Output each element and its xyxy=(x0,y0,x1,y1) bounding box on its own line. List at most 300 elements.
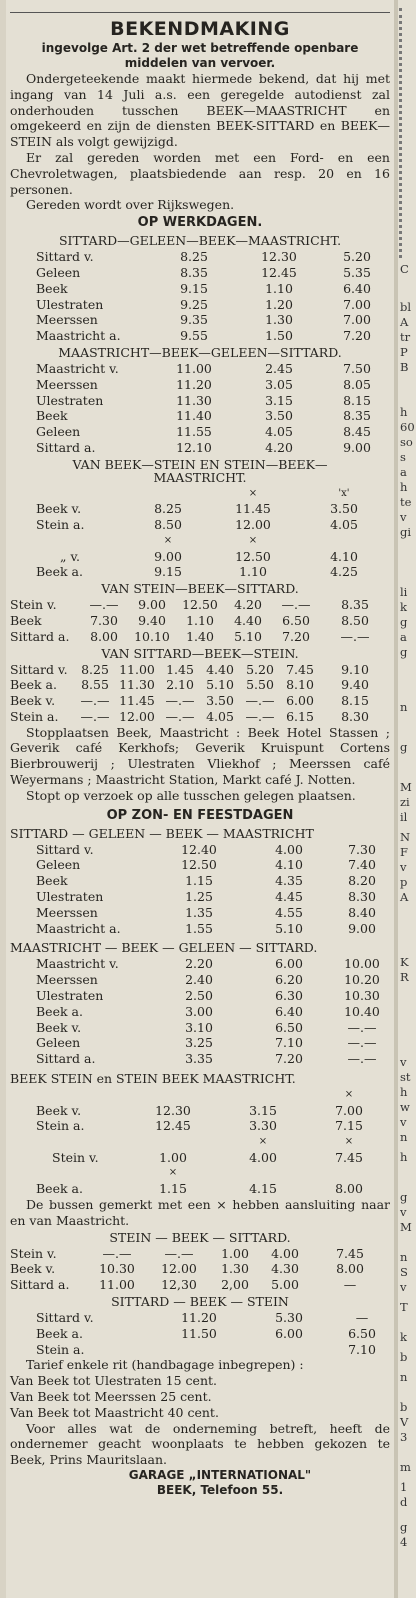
time-cell: 4.30 xyxy=(271,1261,299,1277)
station-cell: Ulestraten xyxy=(36,889,104,905)
time-cell: —.— xyxy=(89,597,119,613)
table-row xyxy=(10,312,390,328)
column-fragment-text: h xyxy=(400,1085,408,1099)
time-cell: 5.20 xyxy=(343,249,371,265)
table-row xyxy=(10,549,390,565)
time-cell: 1.10 xyxy=(265,280,293,296)
route-title: VAN SITTARD—BEEK—STEIN. xyxy=(101,645,299,661)
station-cell: Meerssen xyxy=(36,376,98,392)
station-cell: Stein v. xyxy=(10,1245,57,1261)
time-cell: 8.30 xyxy=(341,708,369,724)
column-fragment-text: h xyxy=(400,1150,408,1164)
station-cell: Maastricht a. xyxy=(36,328,121,344)
time-cell: —.— xyxy=(347,1051,377,1067)
station-cell: Sittard v. xyxy=(36,249,94,265)
time-cell: 11.20 xyxy=(176,376,212,392)
station-cell: Meerssen xyxy=(36,312,98,328)
time-cell: 1.00 xyxy=(221,1245,249,1261)
route-title: MAASTRICHT — BEEK — GELEEN — SITTARD. xyxy=(10,940,318,956)
table-row xyxy=(10,1310,390,1326)
timetable-zon-2 xyxy=(10,956,390,1067)
announcement-column xyxy=(10,0,390,1598)
time-cell: 7.30 xyxy=(90,612,118,628)
transfer-marks-row xyxy=(10,1087,390,1103)
transfer-mark: × xyxy=(344,1088,354,1100)
table-row xyxy=(10,677,390,693)
timetable-werk-3 xyxy=(10,486,390,580)
column-fragment-text: st xyxy=(400,1070,411,1084)
table-row xyxy=(10,972,390,988)
column-fragment-text: b xyxy=(400,1350,408,1364)
column-fragment-text: g xyxy=(400,1190,408,1204)
time-cell: 11.40 xyxy=(176,408,212,424)
column-fragment-text: v xyxy=(400,1205,407,1219)
time-cell: 6.00 xyxy=(275,1325,303,1341)
time-cell: —.— xyxy=(281,597,311,613)
intro-paragraph-1: Ondergeteekende maakt hiermede bekend, dat hij met ingang van 14 Juli a.s. een geregelde autodienst zal onderhouden tusschen BEEK—MAASTRICHT en omgekeerd en zijn de diensten BEEK-SITTARD en BEEK—STEIN als volgt gewijzigd. xyxy=(10,71,390,150)
time-cell: 3.15 xyxy=(265,392,293,408)
table-row xyxy=(10,857,390,873)
station-cell: Beek xyxy=(10,612,42,628)
time-cell: —.— xyxy=(165,708,195,724)
time-cell: 5.50 xyxy=(246,677,274,693)
column-fragment-text: k xyxy=(400,1330,407,1344)
stops-on-request: Stopt op verzoek op alle tusschen gelegen plaatsen. xyxy=(26,787,356,803)
station-cell: Beek v. xyxy=(10,1261,56,1277)
time-cell: 4.25 xyxy=(330,564,358,580)
time-cell: 3.05 xyxy=(265,376,293,392)
station-cell: Sittard a. xyxy=(10,628,70,644)
time-cell: 10.30 xyxy=(344,988,380,1004)
station-cell: Sittard a. xyxy=(36,439,96,455)
time-cell: 6.30 xyxy=(275,988,303,1004)
column-fragment-text: 1 xyxy=(400,1480,408,1494)
station-cell: Geleen xyxy=(36,424,81,440)
time-cell: 1.10 xyxy=(186,612,214,628)
time-cell: 2,00 xyxy=(221,1277,249,1293)
column-fragment-text: zi xyxy=(400,795,410,809)
table-row xyxy=(10,1103,390,1119)
transfer-marks-row xyxy=(10,486,390,502)
station-cell: Sittard v. xyxy=(10,661,68,677)
transfer-mark: × xyxy=(163,534,173,546)
table-row xyxy=(10,597,390,613)
table-row xyxy=(10,842,390,858)
station-cell: Beek v. xyxy=(36,501,82,517)
signature-address: BEEK, Telefoon 55. xyxy=(156,1482,284,1497)
time-cell: 5.35 xyxy=(343,264,371,280)
time-cell: 9.00 xyxy=(348,920,376,936)
top-rule xyxy=(10,0,390,13)
subtitle-line-2: middelen van vervoer. xyxy=(124,56,276,70)
time-cell: 5.20 xyxy=(246,661,274,677)
time-cell: 3.00 xyxy=(185,1003,213,1019)
column-fragment-text: k xyxy=(400,600,407,614)
page-title: BEKENDMAKING xyxy=(110,18,290,40)
route-title: SITTARD — GELEEN — BEEK — MAASTRICHT xyxy=(10,825,314,841)
transfer-mark: × xyxy=(248,487,258,499)
column-fragment-text: S xyxy=(400,1265,408,1279)
table-row xyxy=(10,709,390,725)
station-cell: Stein a. xyxy=(36,1341,85,1357)
station-cell: Beek a. xyxy=(36,1325,83,1341)
table-row xyxy=(10,662,390,678)
section-heading-werkdagen: OP WERKDAGEN. xyxy=(137,215,263,231)
time-cell: 8.25 xyxy=(180,249,208,265)
timetable-werk-4 xyxy=(10,597,390,644)
station-cell: Sittard v. xyxy=(36,1309,94,1325)
time-cell: 11.45 xyxy=(119,693,155,709)
table-row xyxy=(10,297,390,313)
time-cell: 3.50 xyxy=(330,501,358,517)
transfer-mark: × xyxy=(344,1136,354,1148)
column-fragment-text: v xyxy=(400,1115,407,1129)
time-cell: 9.10 xyxy=(341,661,369,677)
time-cell: 1.15 xyxy=(185,873,213,889)
column-fragment-text: g xyxy=(400,645,408,659)
time-cell: 8.10 xyxy=(286,677,314,693)
time-cell: 6.15 xyxy=(286,708,314,724)
time-cell: 1.45 xyxy=(166,661,194,677)
time-cell: 7.00 xyxy=(343,312,371,328)
time-cell: 2.20 xyxy=(185,956,213,972)
time-cell: 11.55 xyxy=(176,424,212,440)
timetable-werk-2 xyxy=(10,361,390,456)
station-cell: Meerssen xyxy=(36,904,98,920)
station-cell: Stein v. xyxy=(52,1149,99,1165)
table-row xyxy=(10,1051,390,1067)
route-title: SITTARD — BEEK — STEIN xyxy=(111,1293,289,1309)
table-row xyxy=(10,1181,390,1197)
route-title: SITTARD—GELEEN—BEEK—MAASTRICHT. xyxy=(58,233,342,249)
time-cell: 9.40 xyxy=(138,612,166,628)
table-row xyxy=(10,1035,390,1051)
time-cell: 11.00 xyxy=(99,1277,135,1293)
station-cell: Beek v. xyxy=(36,1019,82,1035)
column-fragment-text: 4 xyxy=(400,1535,408,1549)
time-cell: 12.50 xyxy=(235,548,271,564)
time-cell: 10.20 xyxy=(344,972,380,988)
table-row xyxy=(10,629,390,645)
time-cell: 4.00 xyxy=(275,841,303,857)
time-cell: 8.00 xyxy=(90,628,118,644)
time-cell: 12.00 xyxy=(235,517,271,533)
time-cell: 7.30 xyxy=(348,841,376,857)
column-fragment-text: P xyxy=(400,345,408,359)
column-fragment-text: n xyxy=(400,1370,408,1384)
station-cell: Beek a. xyxy=(36,564,83,580)
time-cell: —.— xyxy=(340,628,370,644)
station-cell: Beek xyxy=(36,873,68,889)
table-row xyxy=(10,921,390,937)
time-cell: 3.50 xyxy=(265,408,293,424)
column-fragment-text: h xyxy=(400,405,408,419)
page-edge-left xyxy=(0,0,6,1598)
column-fragment-text: V xyxy=(400,1415,409,1429)
time-cell: 8.05 xyxy=(343,376,371,392)
station-cell: Beek a. xyxy=(10,677,57,693)
column-fragment-text: A xyxy=(400,890,409,904)
timetable-werk-5 xyxy=(10,662,390,725)
time-cell: 6.40 xyxy=(275,1003,303,1019)
transfer-mark: × xyxy=(258,1136,268,1148)
column-fragment-text: B xyxy=(400,360,409,374)
time-cell: 7.45 xyxy=(336,1245,364,1261)
column-fragment-text: g xyxy=(400,615,408,629)
table-row xyxy=(10,377,390,393)
column-fragment-text: v xyxy=(400,510,407,524)
route-title: BEEK STEIN en STEIN BEEK MAASTRICHT. xyxy=(10,1071,296,1087)
column-fragment-text: A xyxy=(400,315,409,329)
column-fragment-text: C xyxy=(400,262,409,276)
time-cell: 8.25 xyxy=(154,501,182,517)
column-fragment-text: R xyxy=(400,970,409,984)
time-cell: 5.00 xyxy=(271,1277,299,1293)
station-cell: Beek v. xyxy=(10,693,56,709)
time-cell: 1.35 xyxy=(185,904,213,920)
intro-paragraph-2: Er zal gereden worden met een Ford- en een Chevroletwagen, plaatsbiedende aan resp. 20 en 16 personen. xyxy=(10,149,390,197)
station-cell: Beek v. xyxy=(36,1102,82,1118)
time-cell: 10.30 xyxy=(99,1261,135,1277)
time-cell: —.— xyxy=(102,1245,132,1261)
table-row xyxy=(10,1020,390,1036)
time-cell: 8.20 xyxy=(348,873,376,889)
column-fragment-text: M xyxy=(400,780,412,794)
column-fragment-text: n xyxy=(400,1130,408,1144)
time-cell: 9.15 xyxy=(180,280,208,296)
transfer-note: De bussen gemerkt met een × hebben aansluiting naar en van Maastricht. xyxy=(10,1197,390,1228)
time-cell: 4.05 xyxy=(330,517,358,533)
column-fragment-text: tr xyxy=(400,330,411,344)
time-cell: 4.45 xyxy=(275,889,303,905)
time-cell: 12.30 xyxy=(261,249,297,265)
time-cell: 10.00 xyxy=(344,956,380,972)
tariff-heading: Tarief enkele rit (handbagage inbegrepen) : xyxy=(26,1357,304,1373)
route-title: VAN BEEK—STEIN EN STEIN—BEEK— xyxy=(72,456,328,472)
station-cell: Geleen xyxy=(36,264,81,280)
table-row xyxy=(10,517,390,533)
time-cell: 2.45 xyxy=(265,360,293,376)
table-row xyxy=(10,1118,390,1134)
station-cell: Sittard v. xyxy=(36,841,94,857)
station-cell: Ulestraten xyxy=(36,988,104,1004)
station-cell: Beek xyxy=(36,280,68,296)
time-cell: 11.00 xyxy=(119,661,155,677)
column-fragment-text: b xyxy=(400,1400,408,1414)
column-fragment-text: 3 xyxy=(400,1430,408,1444)
time-cell: 5.30 xyxy=(275,1309,303,1325)
time-cell: 1.30 xyxy=(221,1261,249,1277)
table-row xyxy=(10,988,390,1004)
column-fragment-text: v xyxy=(400,1280,407,1294)
table-row xyxy=(10,1150,390,1166)
time-cell: 4.05 xyxy=(265,424,293,440)
time-cell: 12.50 xyxy=(181,857,217,873)
table-row xyxy=(10,1246,390,1262)
time-cell: 4.00 xyxy=(271,1245,299,1261)
time-cell: 4.20 xyxy=(265,439,293,455)
table-row xyxy=(10,956,390,972)
timetable-zon-1 xyxy=(10,842,390,937)
timetable-werk-1 xyxy=(10,249,390,344)
station-cell: Stein a. xyxy=(36,1118,85,1134)
time-cell: 3.15 xyxy=(249,1102,277,1118)
table-row xyxy=(10,328,390,344)
time-cell: 7.00 xyxy=(343,296,371,312)
time-cell: 1.20 xyxy=(265,296,293,312)
time-cell: —.— xyxy=(245,708,275,724)
table-row xyxy=(10,1261,390,1277)
time-cell: 6.40 xyxy=(343,280,371,296)
time-cell: — xyxy=(355,1309,369,1325)
table-row xyxy=(10,1277,390,1293)
station-cell: Stein v. xyxy=(10,597,57,613)
time-cell: 9.00 xyxy=(343,439,371,455)
time-cell: —.— xyxy=(347,1035,377,1051)
station-cell: Ulestraten xyxy=(36,392,104,408)
time-cell: 4.05 xyxy=(206,708,234,724)
time-cell: 8.30 xyxy=(348,889,376,905)
time-cell: 10.40 xyxy=(344,1003,380,1019)
time-cell: 9.55 xyxy=(180,328,208,344)
route-title: MAASTRICHT—BEEK—GELEEN—SITTARD. xyxy=(58,344,342,360)
time-cell: 1.10 xyxy=(239,564,267,580)
time-cell: 7.00 xyxy=(335,1102,363,1118)
time-cell: 3.30 xyxy=(249,1118,277,1134)
time-cell: 7.20 xyxy=(343,328,371,344)
time-cell: 1.55 xyxy=(185,920,213,936)
time-cell: 5.10 xyxy=(206,677,234,693)
table-row xyxy=(10,249,390,265)
column-fragment-text: bl xyxy=(400,300,412,314)
column-fragment-text: w xyxy=(400,1100,410,1114)
tariff-line: Van Beek tot Meerssen 25 cent. xyxy=(10,1388,212,1404)
time-cell: 11.20 xyxy=(181,1309,217,1325)
time-cell: —.— xyxy=(80,693,110,709)
time-cell: 7.45 xyxy=(335,1149,363,1165)
column-fragment-text: n xyxy=(400,700,408,714)
station-cell: Ulestraten xyxy=(36,296,104,312)
time-cell: 4.40 xyxy=(234,612,262,628)
table-row xyxy=(10,1342,390,1358)
table-row xyxy=(10,501,390,517)
column-fragment-text: 60 xyxy=(400,420,415,434)
column-fragment-text: g xyxy=(400,1520,408,1534)
time-cell: 1.00 xyxy=(159,1149,187,1165)
time-cell: 8.00 xyxy=(335,1181,363,1197)
time-cell: 8.15 xyxy=(341,693,369,709)
column-fragment-text: te xyxy=(400,495,412,509)
section-heading-zondagen: OP ZON- EN FEESTDAGEN xyxy=(106,807,294,823)
station-cell: Beek a. xyxy=(36,1181,83,1197)
time-cell: 9.00 xyxy=(138,597,166,613)
route-title: STEIN — BEEK — SITTARD. xyxy=(109,1229,291,1245)
time-cell: 1.15 xyxy=(159,1181,187,1197)
column-fragment-text: K xyxy=(400,955,409,969)
time-cell: 9.25 xyxy=(180,296,208,312)
station-cell: Stein a. xyxy=(10,708,59,724)
column-fragment-text: M xyxy=(400,1220,412,1234)
column-fragment-text: g xyxy=(400,740,408,754)
time-cell: 7.50 xyxy=(343,360,371,376)
time-cell: 10.10 xyxy=(134,628,170,644)
station-cell: „ v. xyxy=(60,548,81,564)
time-cell: 4.20 xyxy=(234,597,262,613)
table-row xyxy=(10,281,390,297)
time-cell: 5.10 xyxy=(275,920,303,936)
station-cell: Geleen xyxy=(36,1035,81,1051)
station-cell: Geleen xyxy=(36,857,81,873)
time-cell xyxy=(154,1342,244,1358)
time-cell: 7.45 xyxy=(286,661,314,677)
column-fragment-text: so xyxy=(400,435,413,449)
time-cell: 4.10 xyxy=(275,857,303,873)
column-fragment-text: h xyxy=(400,480,408,494)
column-fragment-text: T xyxy=(400,1300,408,1314)
time-cell: 8.35 xyxy=(180,264,208,280)
time-cell: 8.35 xyxy=(343,408,371,424)
time-cell: 7.20 xyxy=(275,1051,303,1067)
time-cell: 9.40 xyxy=(341,677,369,693)
time-cell: 12.40 xyxy=(181,841,217,857)
adjacent-column-fragment xyxy=(398,0,416,1598)
time-cell: 6.00 xyxy=(275,956,303,972)
time-cell: —.— xyxy=(245,693,275,709)
time-cell: 11.30 xyxy=(176,392,212,408)
table-row xyxy=(10,393,390,409)
time-cell: 12.00 xyxy=(161,1261,197,1277)
time-cell: 1.40 xyxy=(186,628,214,644)
time-cell: 6.00 xyxy=(286,693,314,709)
time-cell: 12.45 xyxy=(155,1118,191,1134)
time-cell: 3.35 xyxy=(185,1051,213,1067)
time-cell: 5.10 xyxy=(234,628,262,644)
time-cell: 11.00 xyxy=(176,360,212,376)
timetable-zon-4 xyxy=(10,1246,390,1293)
column-fragment-text: p xyxy=(400,875,408,889)
column-fragment-text: v xyxy=(400,860,407,874)
time-cell: 8.40 xyxy=(348,904,376,920)
time-cell: 8.50 xyxy=(341,612,369,628)
column-fragment-text: d xyxy=(400,1495,408,1509)
time-cell: 7.10 xyxy=(275,1035,303,1051)
time-cell: 8.45 xyxy=(343,424,371,440)
time-cell: 3.50 xyxy=(206,693,234,709)
route-title: VAN STEIN—BEEK—SITTARD. xyxy=(101,581,299,597)
time-cell: 6.50 xyxy=(348,1325,376,1341)
column-fragment-text: a xyxy=(400,465,407,479)
time-cell: 11.30 xyxy=(119,677,155,693)
time-cell: 8.55 xyxy=(81,677,109,693)
table-row xyxy=(10,564,390,580)
transfer-mark: × xyxy=(248,534,258,546)
table-row xyxy=(10,1004,390,1020)
table-row xyxy=(10,873,390,889)
time-cell: 7.20 xyxy=(282,628,310,644)
time-cell: 4.40 xyxy=(206,661,234,677)
tariff-line: Van Beek tot Maastricht 40 cent. xyxy=(10,1404,219,1420)
table-row xyxy=(10,408,390,424)
transfer-mark: × xyxy=(168,1167,178,1179)
time-cell: 2.10 xyxy=(166,677,194,693)
table-row xyxy=(10,693,390,709)
time-cell: 6.20 xyxy=(275,972,303,988)
time-cell: 8.25 xyxy=(81,661,109,677)
time-cell: 4.55 xyxy=(275,904,303,920)
time-cell: 1.30 xyxy=(265,312,293,328)
station-cell: Sittard a. xyxy=(36,1051,96,1067)
table-row xyxy=(10,265,390,281)
